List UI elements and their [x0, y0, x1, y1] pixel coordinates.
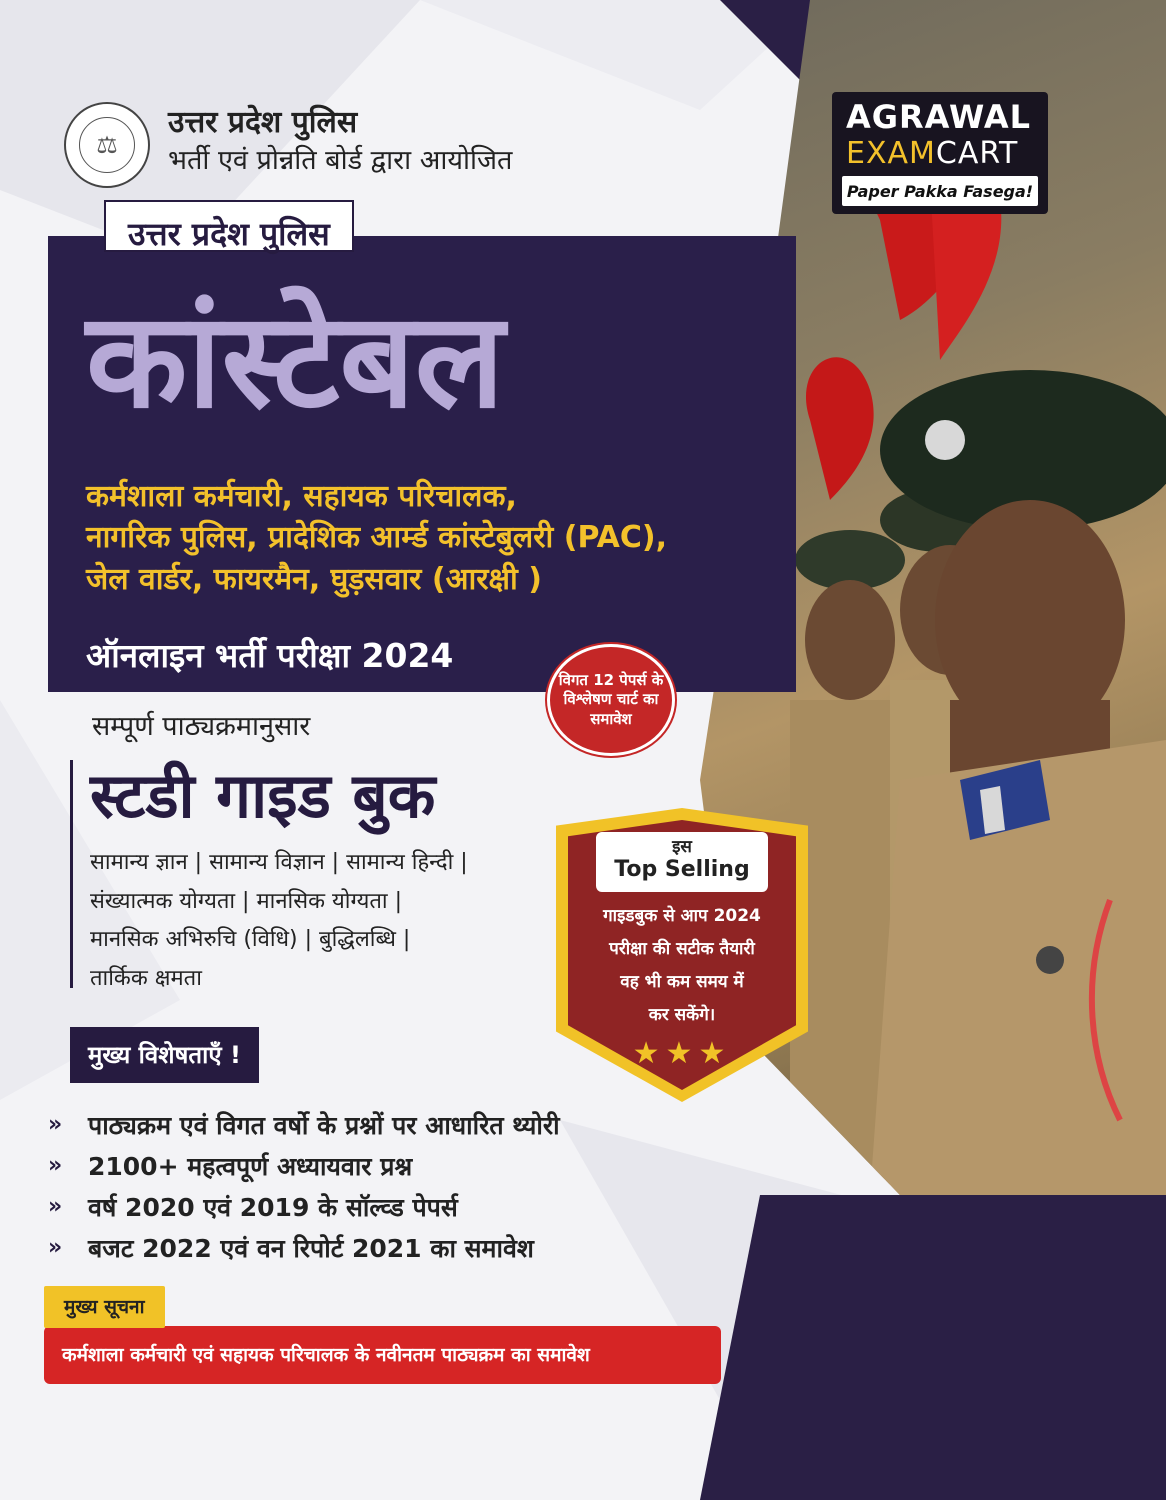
- posts-line: जेल वार्डर, फायरमैन, घुड़सवार (आरक्षी ): [86, 561, 542, 597]
- shield-text-line: परीक्षा की सटीक तैयारी: [609, 939, 755, 960]
- shield-head-line1: इस: [672, 837, 692, 857]
- feature-text: बजट 2022 एवं वन रिपोर्ट 2021 का समावेश: [88, 1233, 534, 1263]
- shield-text-line: कर सकेंगे।: [648, 1005, 716, 1026]
- exam-name: ऑनलाइन भर्ती परीक्षा 2024: [86, 636, 454, 675]
- notice-label: मुख्य सूचना: [44, 1286, 165, 1328]
- double-chevron-icon: »: [48, 1112, 63, 1137]
- posts-line: नागरिक पुलिस, प्रादेशिक आर्म्ड कांस्टेबुलरी (PAC),: [86, 520, 668, 556]
- feature-item: [48, 1104, 560, 1145]
- feature-item: [48, 1145, 560, 1186]
- feature-item: [48, 1186, 560, 1227]
- double-chevron-icon: »: [48, 1235, 63, 1260]
- subjects-line: मानसिक अभिरुचि (विधि) | बुद्धिलब्धि |: [90, 927, 411, 952]
- state-label: उत्तर प्रदेश पुलिस: [104, 200, 354, 252]
- double-chevron-icon: »: [48, 1153, 63, 1178]
- guide-title: स्टडी गाइड बुक: [90, 759, 436, 832]
- brand-line2: [846, 136, 1018, 171]
- bottom-decor-band: [700, 1195, 1166, 1500]
- brand-line2-accent: EXAM: [846, 136, 936, 171]
- board-title: उत्तर प्रदेश पुलिस: [168, 105, 358, 140]
- star-icons: ★★★: [632, 1036, 732, 1071]
- features-list: [48, 1104, 560, 1268]
- brand-line1: AGRAWAL: [846, 98, 1032, 136]
- brand-tagline: Paper Pakka Fasega!: [842, 176, 1038, 206]
- double-chevron-icon: »: [48, 1194, 63, 1219]
- shield-header: [596, 832, 768, 892]
- shield-text: [582, 900, 782, 1033]
- top-selling-shield: [556, 808, 808, 1102]
- shield-head-line2: Top Selling: [614, 857, 750, 882]
- subjects-line: तार्किक क्षमता: [90, 965, 202, 991]
- board-subtitle: भर्ती एवं प्रोन्नति बोर्ड द्वारा आयोजित: [168, 145, 513, 176]
- analysis-chart-badge: विगत 12 पेपर्स के विश्लेषण चार्ट का समावेश: [547, 644, 675, 756]
- shield-text-line: वह भी कम समय में: [620, 972, 744, 993]
- shield-text-line: गाइडबुक से आप 2024: [603, 906, 761, 926]
- up-police-emblem-icon: ⚖: [64, 102, 150, 188]
- subjects-list: [90, 844, 560, 998]
- subjects-line: संख्यात्मक योग्यता | मानसिक योग्यता |: [90, 888, 403, 914]
- features-label: मुख्य विशेषताएँ !: [70, 1027, 259, 1083]
- guide-divider: [70, 760, 73, 988]
- cover-title: कांस्टेबल: [86, 284, 505, 438]
- notice-text: कर्मशाला कर्मचारी एवं सहायक परिचालक के नवीनतम पाठ्यक्रम का समावेश: [44, 1326, 721, 1384]
- feature-text: पाठ्यक्रम एवं विगत वर्षो के प्रश्नों पर आधारित थ्योरी: [88, 1110, 560, 1140]
- publisher-logo: [832, 92, 1048, 214]
- subjects-line: सामान्य ज्ञान | सामान्य विज्ञान | सामान्य हिन्दी |: [90, 850, 468, 875]
- syllabus-label: सम्पूर्ण पाठ्यक्रमानुसार: [92, 711, 311, 742]
- feature-item: [48, 1227, 560, 1268]
- brand-line2-rest: CART: [935, 136, 1019, 171]
- feature-text: वर्ष 2020 एवं 2019 के सॉल्व्ड पेपर्स: [88, 1192, 458, 1222]
- posts-list: [86, 476, 786, 600]
- feature-text: 2100+ महत्वपूर्ण अध्यायवार प्रश्न: [88, 1151, 413, 1181]
- posts-line: कर्मशाला कर्मचारी, सहायक परिचालक,: [86, 479, 517, 514]
